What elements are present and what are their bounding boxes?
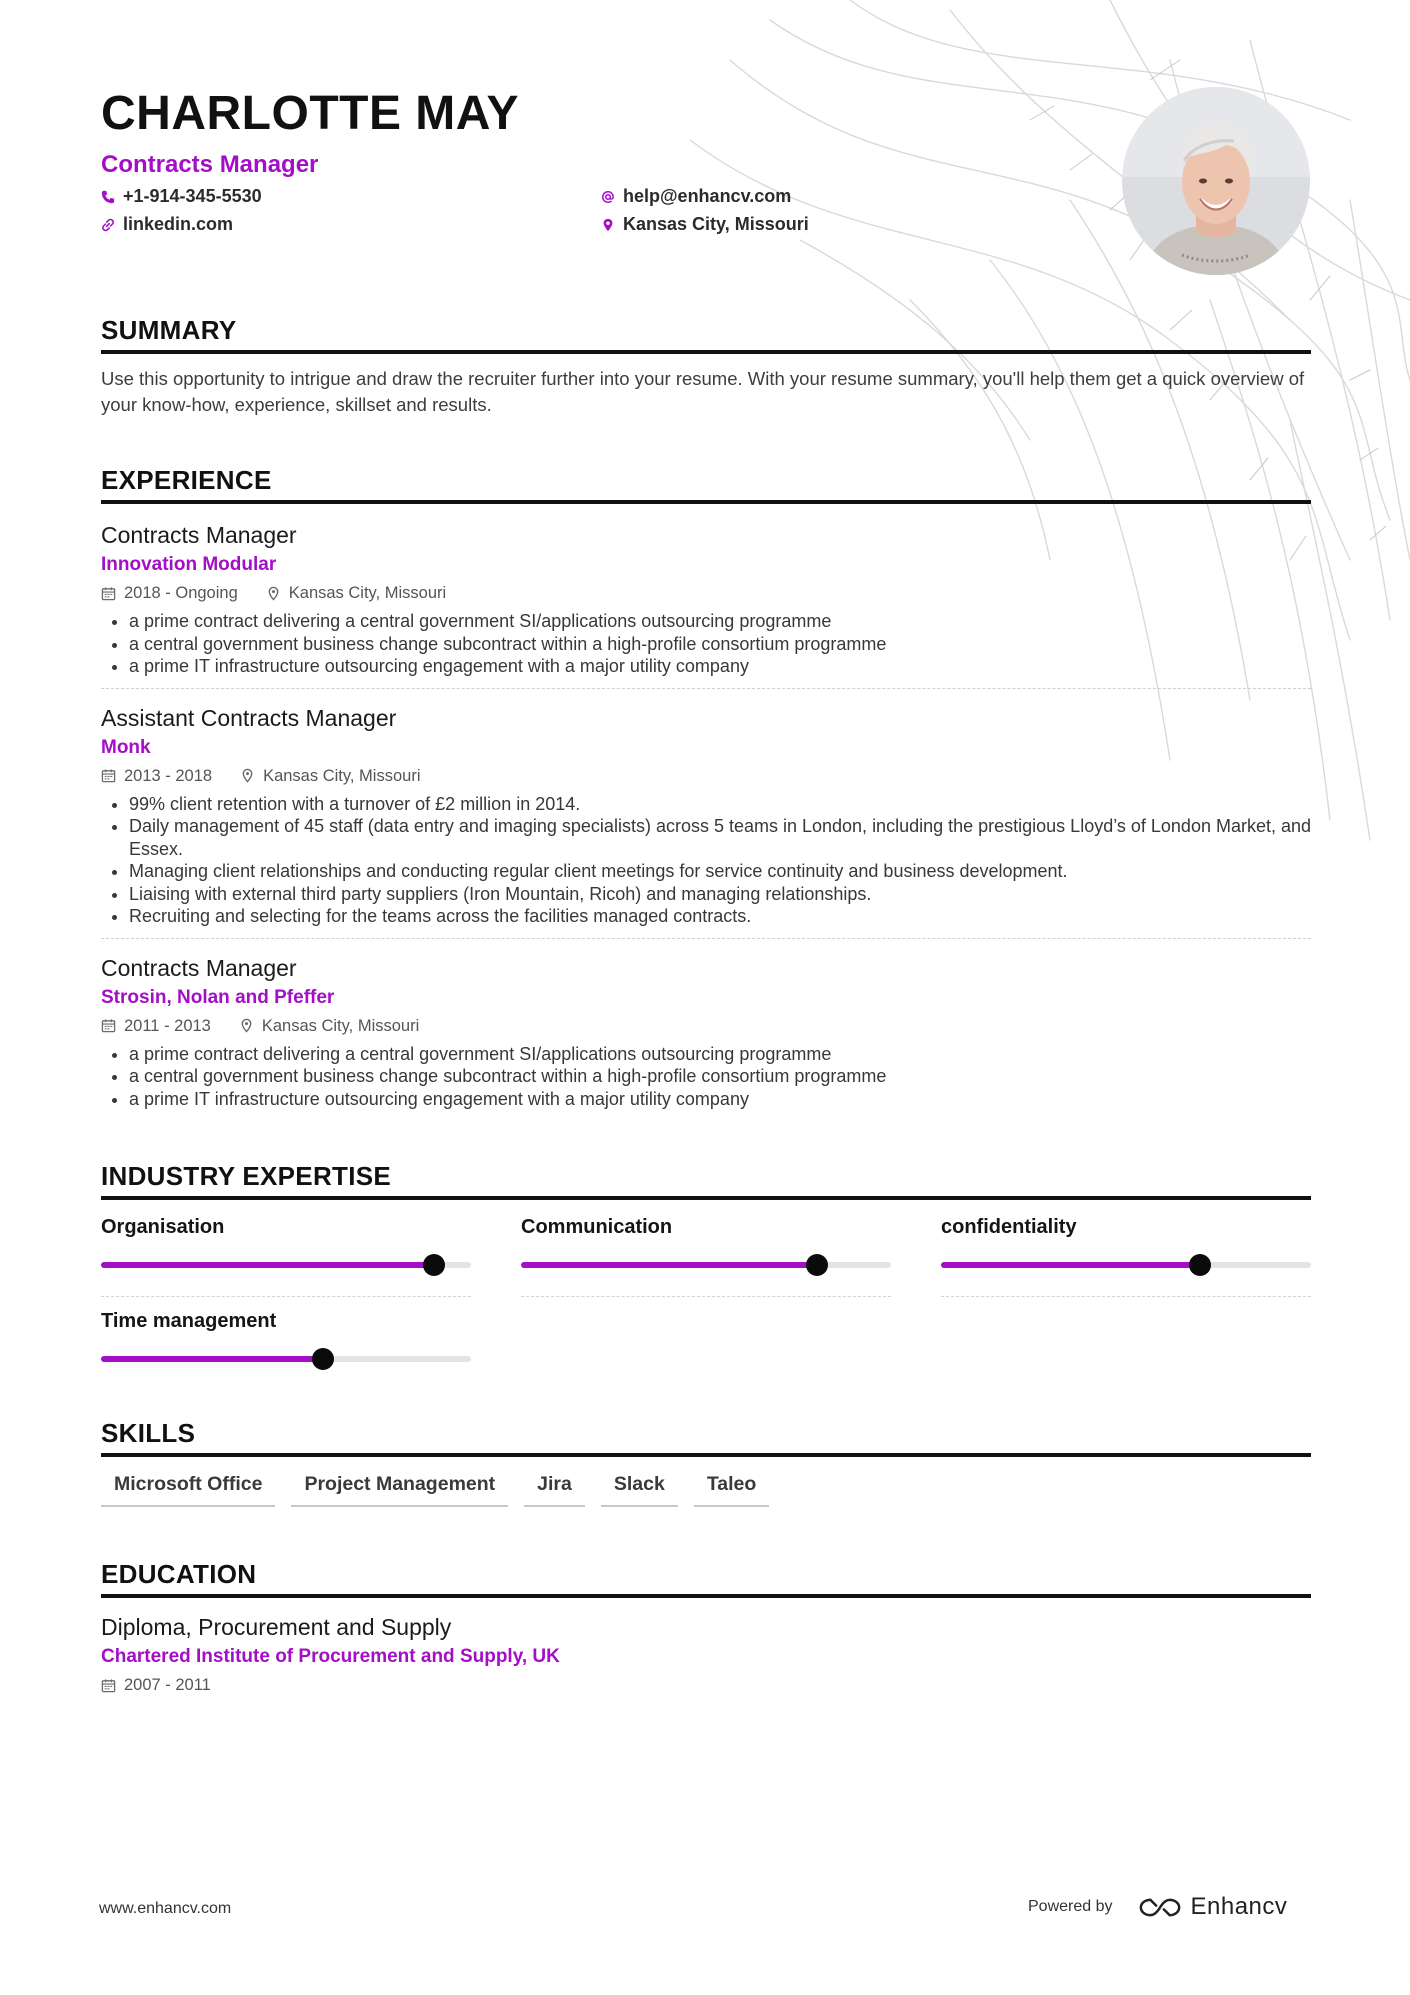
job-dates bbox=[101, 765, 212, 787]
expertise-grid bbox=[101, 1214, 1311, 1414]
job-dates bbox=[101, 582, 238, 604]
education-dates bbox=[101, 1674, 211, 1696]
calendar-icon bbox=[101, 1678, 116, 1693]
expertise-track bbox=[521, 1262, 891, 1268]
job-bullets bbox=[101, 610, 1311, 678]
expertise-track bbox=[101, 1262, 471, 1268]
linkedin-text: linkedin.com bbox=[123, 214, 234, 234]
education-meta bbox=[101, 1674, 1311, 1696]
expertise-fill bbox=[101, 1356, 323, 1362]
candidate-title: Contracts Manager bbox=[101, 151, 319, 178]
skills-heading: SKILLS bbox=[101, 1417, 1311, 1457]
expertise-fill bbox=[101, 1262, 434, 1268]
calendar-icon bbox=[101, 1018, 116, 1033]
expertise-knob bbox=[423, 1254, 445, 1276]
bullet-item: • a prime IT infrastructure outsourcing engagement with a major utility company bbox=[129, 1088, 1311, 1111]
skills-section bbox=[101, 1417, 1311, 1507]
calendar-icon bbox=[101, 768, 116, 783]
education-dates-text: 2007 - 2011 bbox=[124, 1676, 211, 1694]
job-entry bbox=[101, 953, 1311, 1121]
skill-tag: Project Management bbox=[291, 1471, 508, 1507]
bullet-item: • Managing client relationships and conducting regular client meetings for service continuity and business development. bbox=[129, 860, 1311, 883]
linkedin-contact[interactable] bbox=[101, 214, 233, 235]
job-location-text: Kansas City, Missouri bbox=[263, 766, 421, 785]
job-dates-text: 2018 - Ongoing bbox=[124, 584, 238, 602]
brand-logo[interactable] bbox=[1137, 1893, 1288, 1921]
job-location-text: Kansas City, Missouri bbox=[288, 584, 447, 602]
expertise-track bbox=[941, 1262, 1311, 1268]
expertise-track bbox=[101, 1356, 471, 1362]
footer-branding bbox=[1028, 1893, 1287, 1921]
bullet-item: • Liaising with external third party suppliers (Iron Mountain, Ricoh) and managing relationships. bbox=[129, 883, 1311, 906]
bullet-item: • Recruiting and selecting for the teams across the facilities managed contracts. bbox=[129, 905, 1311, 928]
job-role: Contracts Manager bbox=[101, 522, 297, 548]
bullet-item: • a central government business change subcontract within a high-profile consortium programme bbox=[129, 633, 1311, 656]
map-pin-icon bbox=[601, 218, 615, 232]
skill-tag: Microsoft Office bbox=[101, 1471, 275, 1507]
at-icon bbox=[601, 190, 615, 204]
enhancv-logo-icon bbox=[1137, 1896, 1183, 1919]
job-location bbox=[266, 582, 446, 604]
job-meta bbox=[101, 765, 1311, 787]
job-entry bbox=[101, 520, 1311, 689]
link-icon bbox=[101, 218, 115, 232]
divider bbox=[521, 1296, 891, 1297]
job-meta bbox=[101, 1015, 1311, 1037]
avatar bbox=[1122, 87, 1310, 275]
job-role: Contracts Manager bbox=[101, 954, 297, 981]
expertise-label: confidentiality bbox=[941, 1216, 1077, 1238]
expertise-label: Organisation bbox=[101, 1216, 225, 1238]
job-company: Strosin, Nolan and Pfeffer bbox=[101, 986, 335, 1008]
job-dates-text: 2011 - 2013 bbox=[124, 1016, 211, 1035]
map-pin-icon bbox=[240, 768, 255, 783]
phone-contact[interactable] bbox=[101, 186, 262, 207]
portrait-image bbox=[1122, 87, 1310, 275]
expertise-fill bbox=[521, 1262, 817, 1268]
footer-website[interactable]: www.enhancv.com bbox=[99, 1900, 232, 1917]
divider bbox=[941, 1296, 1311, 1297]
email-contact[interactable] bbox=[601, 186, 791, 207]
expertise-label: Communication bbox=[521, 1216, 673, 1238]
skill-tag: Jira bbox=[524, 1471, 585, 1507]
job-meta bbox=[101, 582, 1311, 604]
expertise-heading: INDUSTRY EXPERTISE bbox=[101, 1160, 1311, 1200]
expertise-item bbox=[521, 1214, 891, 1297]
expertise-item bbox=[101, 1308, 471, 1362]
job-location bbox=[240, 765, 420, 787]
job-bullets bbox=[101, 793, 1311, 928]
job-entry bbox=[101, 703, 1311, 939]
map-pin-icon bbox=[239, 1018, 254, 1033]
summary-text: Use this opportunity to intrigue and draw the recruiter further into your resume. With your resume summary, you'll help them get a quick overview of your know-how, experience, skillset and results. bbox=[101, 368, 1305, 415]
job-dates-text: 2013 - 2018 bbox=[124, 766, 213, 785]
summary-heading: SUMMARY bbox=[101, 314, 1311, 354]
bullet-item: • 99% client retention with a turnover of £2 million in 2014. bbox=[129, 793, 1311, 816]
expertise-knob bbox=[312, 1348, 334, 1370]
job-bullets bbox=[101, 1043, 1311, 1111]
expertise-item bbox=[941, 1214, 1311, 1297]
phone-icon bbox=[101, 190, 115, 204]
location-contact bbox=[601, 214, 809, 235]
summary-section bbox=[101, 314, 1311, 418]
email-text: help@enhancv.com bbox=[623, 186, 792, 206]
bullet-item: • Daily management of 45 staff (data entry and imaging specialists) across 5 teams in London, including the prestigious Lloyd’s of London Market, and Essex. bbox=[129, 815, 1311, 860]
expertise-section bbox=[101, 1160, 1311, 1414]
phone-text: +1-914-345-5530 bbox=[123, 186, 262, 206]
job-dates bbox=[101, 1015, 211, 1037]
job-company: Monk bbox=[101, 736, 151, 758]
divider bbox=[101, 1296, 471, 1297]
experience-heading: EXPERIENCE bbox=[101, 464, 1311, 504]
education-school: Chartered Institute of Procurement and Supply, UK bbox=[101, 1646, 560, 1667]
experience-section bbox=[101, 464, 1311, 1120]
bullet-item: • a prime contract delivering a central government SI/applications outsourcing programme bbox=[129, 610, 1311, 633]
powered-by-text: Powered by bbox=[1028, 1898, 1113, 1915]
brand-name: Enhancv bbox=[1190, 1893, 1288, 1920]
location-text: Kansas City, Missouri bbox=[623, 214, 809, 234]
bullet-item: • a central government business change subcontract within a high-profile consortium programme bbox=[129, 1065, 1311, 1088]
education-heading: EDUCATION bbox=[101, 1558, 1311, 1598]
expertise-label: Time management bbox=[101, 1310, 277, 1332]
expertise-knob bbox=[1189, 1254, 1211, 1276]
education-degree: Diploma, Procurement and Supply bbox=[101, 1614, 452, 1640]
bullet-item: • a prime contract delivering a central government SI/applications outsourcing programme bbox=[129, 1043, 1311, 1066]
bullet-item: • a prime IT infrastructure outsourcing engagement with a major utility company bbox=[129, 655, 1311, 678]
skill-tag: Slack bbox=[601, 1471, 678, 1507]
skills-list bbox=[101, 1471, 1311, 1507]
job-location bbox=[239, 1015, 419, 1037]
education-section bbox=[101, 1558, 1311, 1696]
job-company: Innovation Modular bbox=[101, 554, 277, 575]
job-location-text: Kansas City, Missouri bbox=[261, 1016, 420, 1035]
calendar-icon bbox=[101, 586, 116, 601]
skill-tag: Taleo bbox=[694, 1471, 769, 1507]
expertise-item bbox=[101, 1214, 471, 1297]
expertise-fill bbox=[941, 1262, 1200, 1268]
job-role: Assistant Contracts Manager bbox=[101, 704, 397, 731]
candidate-name: CHARLOTTE MAY bbox=[101, 87, 520, 140]
map-pin-icon bbox=[266, 586, 281, 601]
expertise-knob bbox=[806, 1254, 828, 1276]
